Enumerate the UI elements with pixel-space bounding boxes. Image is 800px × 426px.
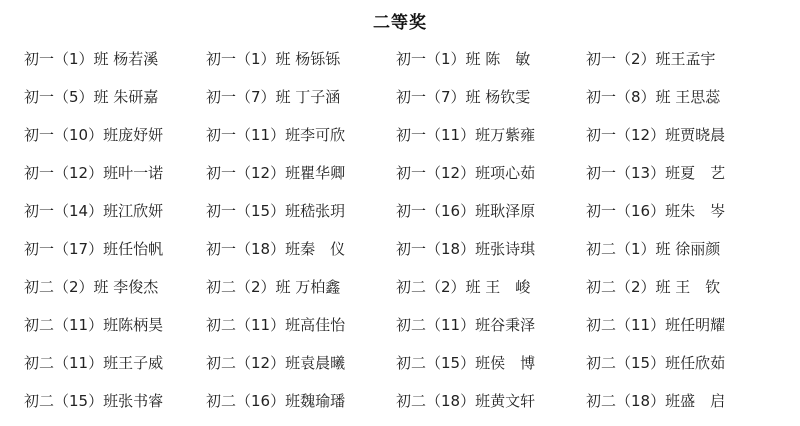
winner-entry: 初一（17）班任怡帆 (24, 240, 164, 258)
winner-entry: 初一（18）班秦 仪 (206, 240, 346, 258)
winner-entry: 初二（11）班谷秉泽 (396, 316, 536, 334)
winner-entry: 初一（11）班李可欣 (206, 126, 346, 144)
winner-entry: 初一（1）班 杨铄铄 (206, 50, 341, 68)
winner-entry: 初一（11）班万紫雍 (396, 126, 536, 144)
winner-entry: 初一（12）班叶一诺 (24, 164, 164, 182)
winner-entry: 初一（12）班项心茹 (396, 164, 536, 182)
winner-entry: 初二（11）班陈柄昊 (24, 316, 164, 334)
winner-entry: 初一（8）班 王思蕊 (586, 88, 721, 106)
winner-entry: 初一（12）班瞿华卿 (206, 164, 346, 182)
winner-entry: 初二（16）班魏瑜璠 (206, 392, 346, 410)
winner-entry: 初二（12）班袁晨曦 (206, 354, 346, 372)
winner-entry: 初二（15）班侯 博 (396, 354, 536, 372)
page-title: 二等奖 (373, 13, 427, 33)
winner-entry: 初一（15）班嵇张玥 (206, 202, 346, 220)
winner-entry: 初一（1）班 陈 敏 (396, 50, 531, 68)
winner-entry: 初二（11）班王子威 (24, 354, 164, 372)
winner-entry: 初二（18）班盛 启 (586, 392, 726, 410)
winner-entry: 初一（5）班 朱研嘉 (24, 88, 159, 106)
winner-entry: 初一（12）班贾晓晨 (586, 126, 726, 144)
winner-entry: 初二（11）班任明耀 (586, 316, 726, 334)
winner-entry: 初一（10）班庞妤妍 (24, 126, 164, 144)
winner-entry: 初二（18）班黄文轩 (396, 392, 536, 410)
winner-entry: 初一（14）班江欣妍 (24, 202, 164, 220)
winner-entry: 初一（16）班朱 岑 (586, 202, 726, 220)
winner-entry: 初二（11）班高佳怡 (206, 316, 346, 334)
winner-entry: 初二（2）班 万柏鑫 (206, 278, 341, 296)
winner-entry: 初二（2）班 王 峻 (396, 278, 531, 296)
winner-entry: 初一（7）班 杨钦雯 (396, 88, 531, 106)
winner-entry: 初二（2）班 李俊杰 (24, 278, 159, 296)
winner-entry: 初一（16）班耿泽原 (396, 202, 536, 220)
winner-entry: 初一（1）班 杨若溪 (24, 50, 159, 68)
winner-list (24, 46, 784, 426)
winner-entry: 初二（1）班 徐丽颜 (586, 240, 721, 258)
winner-entry: 初二（15）班张书睿 (24, 392, 164, 410)
winner-entry: 初二（2）班 王 钦 (586, 278, 721, 296)
winner-entry: 初一（18）班张诗琪 (396, 240, 536, 258)
winner-entry: 初一（7）班 丁子涵 (206, 88, 341, 106)
winner-entry: 初一（13）班夏 艺 (586, 164, 726, 182)
winner-entry: 初二（15）班任欣茹 (586, 354, 726, 372)
winner-entry: 初一（2）班王孟宇 (586, 50, 716, 68)
